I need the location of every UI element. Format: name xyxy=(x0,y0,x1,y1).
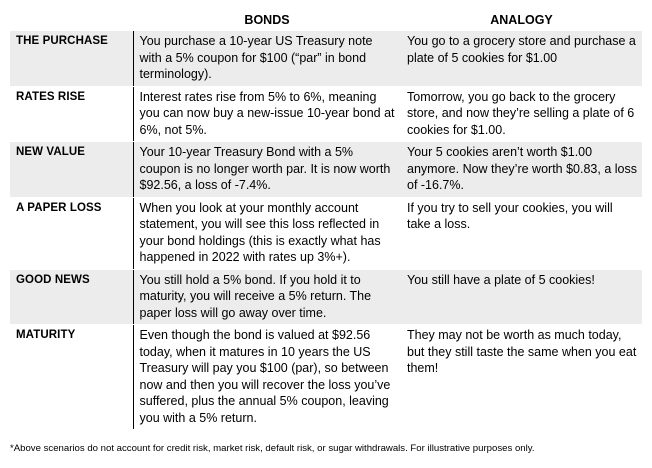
table-row-a-paper-loss xyxy=(10,197,642,269)
analogy-cell: They may not be worth as much today, but they still taste the same when you eat them! xyxy=(401,325,642,430)
row-label: RATES RISE xyxy=(10,86,133,142)
label-column-header xyxy=(10,10,133,31)
table-row-new-value xyxy=(10,142,642,198)
analogy-cell: If you try to sell your cookies, you will take a loss. xyxy=(401,197,642,269)
table-row-good-news xyxy=(10,269,642,325)
table-row-maturity xyxy=(10,325,642,430)
bonds-cell: Interest rates rise from 5% to 6%, meaning you can now buy a new-issue 10-year bond at 6%, not 5%. xyxy=(133,86,401,142)
bonds-analogy-table xyxy=(10,10,642,430)
row-label: A PAPER LOSS xyxy=(10,197,133,269)
bonds-cell: You purchase a 10-year US Treasury note with a 5% coupon for $100 (“par” in bond terminology). xyxy=(133,31,401,86)
row-label: GOOD NEWS xyxy=(10,269,133,325)
analogy-cell: Tomorrow, you go back to the grocery store, and now they’re selling a plate of 6 cookies for $1.00. xyxy=(401,86,642,142)
analogy-cell: You go to a grocery store and purchase a plate of 5 cookies for $1.00 xyxy=(401,31,642,86)
bonds-cell: When you look at your monthly account statement, you will see this loss reflected in your bond holdings (this is exactly what has happened in 2022 with rates up 3%+). xyxy=(133,197,401,269)
row-label: NEW VALUE xyxy=(10,142,133,198)
bonds-cell: Your 10-year Treasury Bond with a 5% coupon is no longer worth par. It is now worth $92.56, a loss of -7.4%. xyxy=(133,142,401,198)
table-row-the-purchase xyxy=(10,31,642,86)
row-label: MATURITY xyxy=(10,325,133,430)
bonds-cell: Even though the bond is valued at $92.56 today, when it matures in 10 years the US Treasury will pay you $100 (par), so between now and then you will recover the loss you’ve suffered, plus the annual 5% coupon, leaving you with a 5% return. xyxy=(133,325,401,430)
comparison-table-container xyxy=(10,10,642,430)
bonds-column-header: BONDS xyxy=(244,13,290,27)
analogy-cell: Your 5 cookies aren’t worth $1.00 anymore. Now they’re worth $0.83, a loss of -16.7%. xyxy=(401,142,642,198)
analogy-cell: You still have a plate of 5 cookies! xyxy=(401,269,642,325)
table-header-row xyxy=(10,10,642,31)
analogy-column-header: ANALOGY xyxy=(490,13,553,27)
footnote: *Above scenarios do not account for credit risk, market risk, default risk, or sugar withdrawals. For illustrative purposes only. xyxy=(10,443,535,454)
bonds-cell: You still hold a 5% bond. If you hold it to maturity, you will receive a 5% return. The paper loss will go away over time. xyxy=(133,269,401,325)
table-row-rates-rise xyxy=(10,86,642,142)
row-label: THE PURCHASE xyxy=(10,31,133,86)
